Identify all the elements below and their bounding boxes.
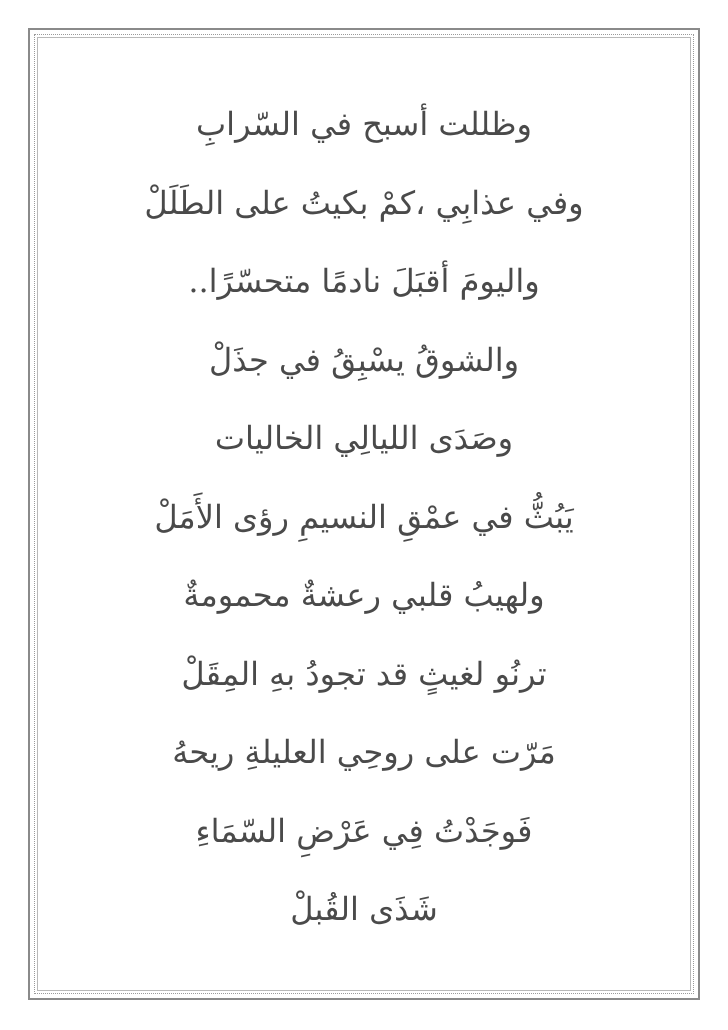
poem-line-6: يَبُثُّ في عمْقِ النسيمِ رؤى الأَمَلْ [154, 497, 574, 536]
poem-line-9: مَرّت على روحِي العليلةِ ريحهُ [172, 733, 556, 771]
poem-line-5: وصَدَى الليالِي الخاليات [214, 419, 514, 457]
poem-line-11: شَذَى القُبلْ [290, 890, 438, 928]
poem-line-10: فَوجَدْتُ فِي عَرْضِ السّمَاءِ [195, 811, 533, 850]
poem-line-8: ترنُو لغيثٍ قد تجودُ بهِ المِقَلْ [181, 654, 547, 693]
poem-line-1: وظللت أسبح في السّرابِ [196, 105, 532, 143]
poem-line-3: واليومَ أقبَلَ نادمًا متحسّرًا.. [188, 262, 540, 300]
poem [0, 92, 728, 956]
poem-line-4: والشوقُ يسْبِقُ في جذَلْ [208, 340, 520, 379]
poem-line-7: ولهيبُ قلبي رعشةٌ محمومةٌ [183, 576, 545, 614]
poem-line-2: وفي عذابِي ،كمْ بكيتُ على الطَلَلْ [144, 183, 584, 222]
